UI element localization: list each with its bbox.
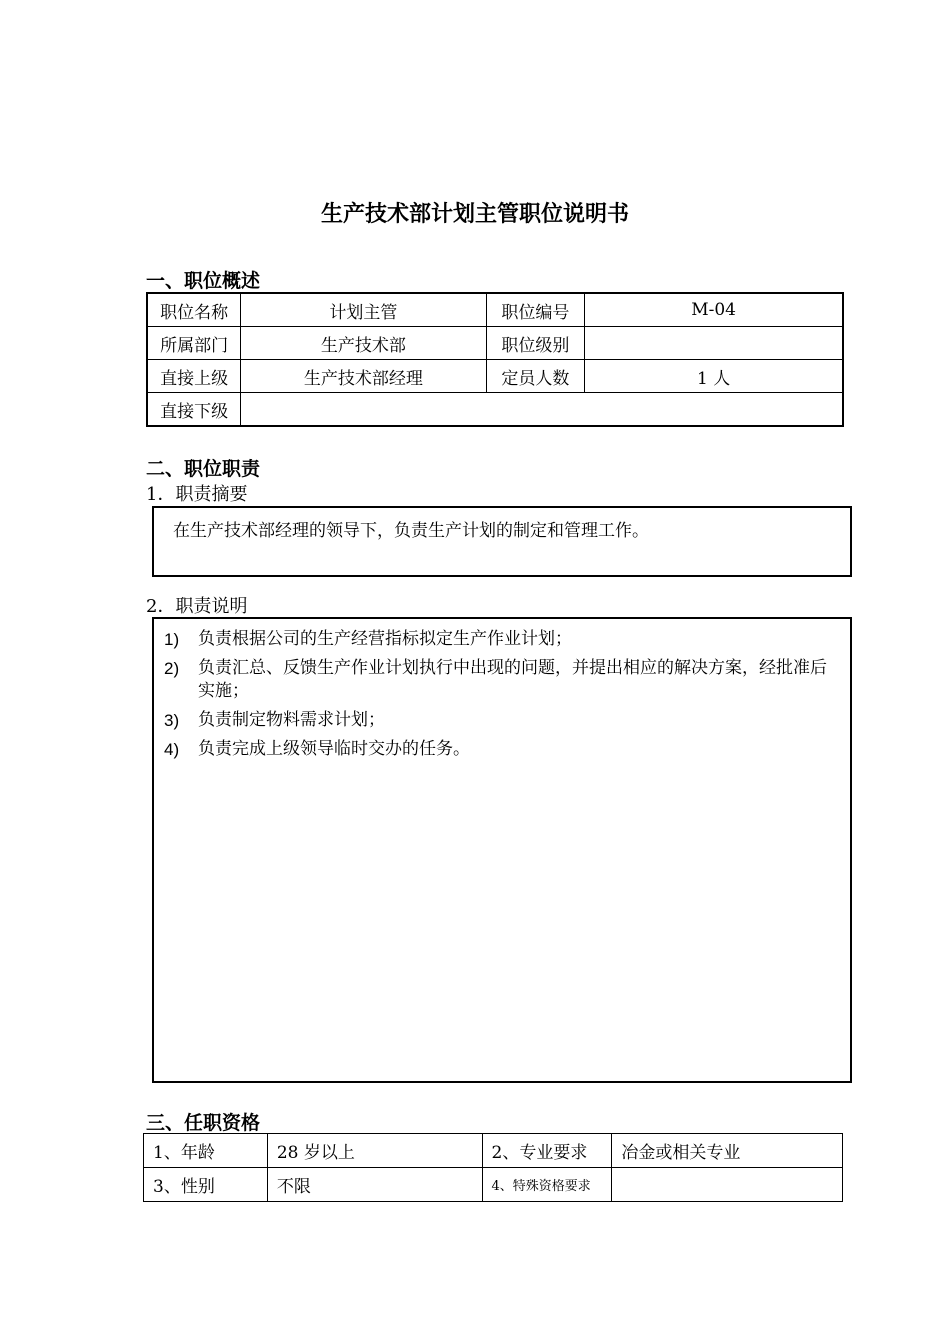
qualifications-table [143,1133,843,1202]
document-title: 生产技术部计划主管职位说明书 [320,202,629,227]
table-cell: 1 人 [585,360,843,393]
list-item-text: 负责根据公司的生产经营指标拟定生产作业计划； [198,629,572,649]
table-cell: 所属部门 [147,327,241,360]
duty-detail-box [152,617,852,1083]
table-cell [612,1168,843,1202]
list-item-text: 负责制定物料需求计划； [198,710,385,730]
table-row [147,293,843,327]
table-cell: 冶金或相关专业 [612,1134,843,1168]
table-cell: 不限 [267,1168,482,1202]
table-cell: 28 岁以上 [267,1134,482,1168]
table-row [147,360,843,393]
section-heading-qualifications: 三、任职资格 [146,1112,261,1134]
table-cell: 3、性别 [144,1168,268,1202]
table-cell: 定员人数 [486,360,585,393]
table-cell: 2、专业要求 [482,1134,612,1168]
table-cell: 生产技术部 [241,327,486,360]
list-item-number: 4) [164,740,180,759]
duty-summary-box [152,506,852,577]
duty-summary-text: 在生产技术部经理的领导下，负责生产计划的制定和管理工作。 [173,521,649,541]
table-row [144,1134,843,1168]
list-item-text: 负责完成上级领导临时交办的任务。 [198,739,470,759]
list-item [164,738,840,761]
table-cell: M-04 [585,293,843,327]
list-item [164,709,840,732]
table-cell: 1、年龄 [144,1134,268,1168]
overview-table [146,292,844,427]
duty-detail-label: 2．职责说明 [146,596,248,617]
table-cell: 职位级别 [486,327,585,360]
table-cell: 直接下级 [147,393,241,427]
table-cell: 职位编号 [486,293,585,327]
list-item-text: 负责汇总、反馈生产作业计划执行中出现的问题，并提出相应的解决方案，经批准后实施； [198,658,827,701]
list-item-number: 1) [164,630,180,649]
table-cell [241,393,843,427]
list-item [164,628,840,651]
duty-summary-label: 1．职责摘要 [146,484,248,505]
section-heading-overview: 一、职位概述 [146,270,261,292]
table-cell: 生产技术部经理 [241,360,486,393]
list-item-number: 3) [164,711,180,730]
table-row [144,1168,843,1202]
list-item-number: 2) [164,659,180,678]
table-row [147,327,843,360]
list-item [164,657,840,703]
table-cell: 计划主管 [241,293,486,327]
table-cell [585,327,843,360]
table-cell: 直接上级 [147,360,241,393]
table-cell: 职位名称 [147,293,241,327]
section-heading-duties: 二、职位职责 [146,458,261,480]
table-row [147,393,843,427]
table-cell: 4、特殊资格要求 [482,1168,612,1202]
